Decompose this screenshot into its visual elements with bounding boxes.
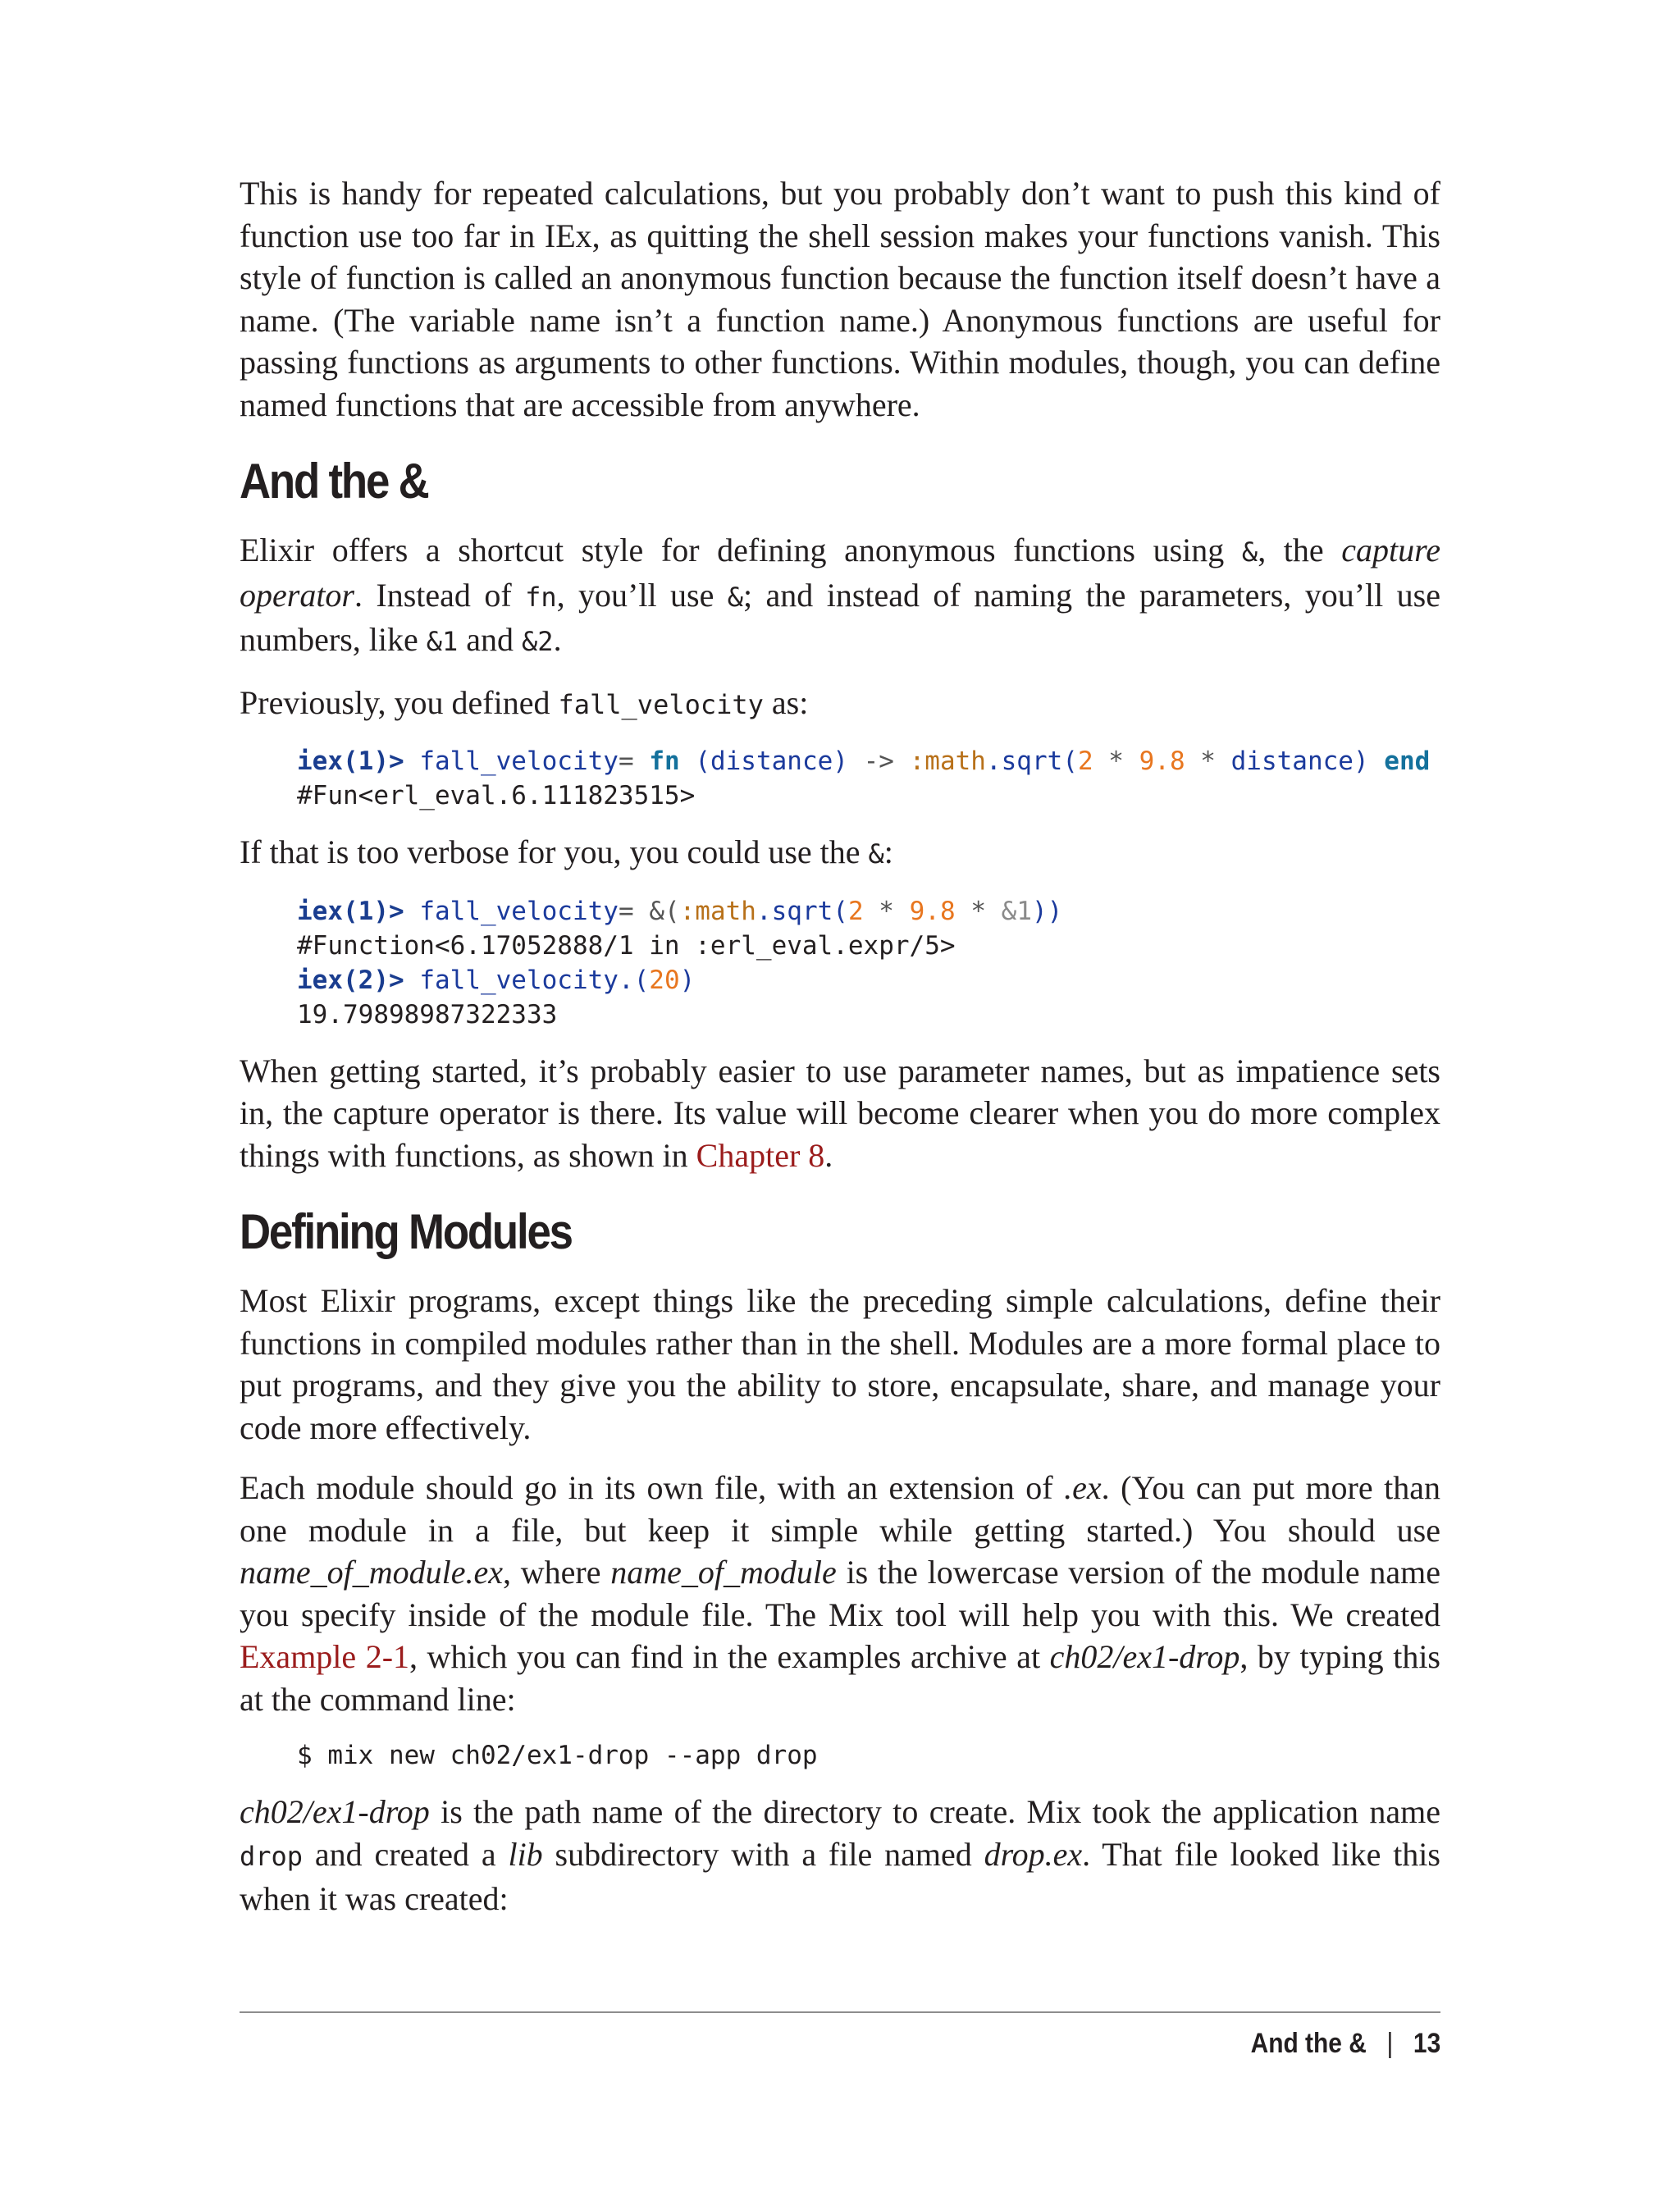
- link-example-2-1[interactable]: Example 2-1: [240, 1638, 410, 1675]
- link-chapter-8[interactable]: Chapter 8: [696, 1136, 825, 1174]
- paragraph-previously-defined: Previously, you defined fall_velocity as:: [240, 683, 809, 721]
- heading-defining-modules: Defining Modules: [240, 1204, 572, 1259]
- page-footer: [1250, 2028, 1440, 2060]
- code-block-fn-definition: iex(1)> fall_velocity= fn (distance) -> :math.sqrt(2 * 9.8 * distance) end #Fun<erl_eval.6.111823515>: [297, 746, 1431, 810]
- paragraph-module-files: Each module should go in its own file, with an extension of .ex. (You can put more than one module in a file, but keep it simple while getting started.) You should use name_of_module.ex, where name_of_module is the lowercase version of the module name you specify inside of the module file. The Mix tool will help you with this. We created Example 2-1, which you can find in the examples archive at ch02/ex1-drop, by typing this at the command line:: [240, 1469, 1440, 1718]
- paragraph-capture-operator: Elixir offers a shortcut style for defining anonymous functions using &, the capture operator. Instead of fn, you’ll use &; and instead of naming the parameters, you’ll use numbers, like &1 and &2.: [240, 532, 1441, 658]
- page-body: [240, 172, 1440, 1938]
- footer-separator: |: [1386, 2028, 1394, 2059]
- paragraph-too-verbose: If that is too verbose for you, you could use the &:: [240, 833, 893, 870]
- page-number: 13: [1413, 2028, 1440, 2059]
- footer-section-title: And the &: [1250, 2028, 1367, 2059]
- paragraph-path-name: ch02/ex1-drop is the path name of the directory to create. Mix took the application name drop and created a lib subdirectory with a file named drop.ex. That file looked like this when it was created:: [240, 1793, 1440, 1917]
- paragraph-elixir-programs: Most Elixir programs, except things like the preceding simple calculations, define their functions in compiled modules rather than in the shell. Modules are a more formal place to put programs, and they give you the ability to store, encapsulate, share, and manage your code more effectively.: [240, 1282, 1440, 1446]
- footer-divider: [240, 2011, 1440, 2013]
- paragraph-anonymous-functions: This is handy for repeated calculations, but you probably don’t want to push this kind of function use too far in IEx, as quitting the shell session makes your functions vanish. This style of function is called an anonymous function because the function itself doesn’t have a name. (The variable name isn’t a function name.) Anonymous functions are useful for passing functions as arguments to other functions. Within modules, though, you can define named functions that are accessible from anywhere.: [240, 175, 1440, 423]
- heading-and-the-ampersand: And the &: [240, 454, 428, 509]
- code-block-mix-new: $ mix new ch02/ex1-drop --app drop: [297, 1741, 818, 1770]
- code-block-capture-operator: iex(1)> fall_velocity= &(:math.sqrt(2 * 9.8 * &1)) #Function<6.17052888/1 in :erl_eval.expr/5> iex(2)> fall_velocity.(20) 19.79898987322333: [297, 896, 1063, 1029]
- paragraph-getting-started: When getting started, it’s probably easier to use parameter names, but as impatience sets in, the capture operator is there. Its value will become clearer when you do more complex things with functions, as shown in Chapter 8.: [240, 1052, 1440, 1174]
